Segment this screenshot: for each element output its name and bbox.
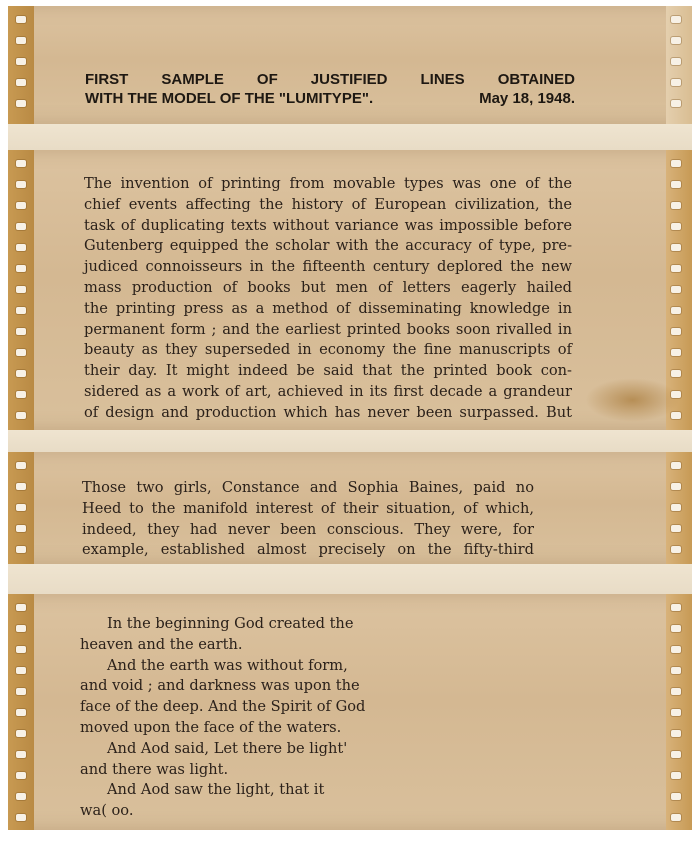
text-line: chief events affecting the history of European civilization, the [84,195,572,213]
sprocket-hole [16,58,26,65]
text-line: In the beginning God created the [107,615,354,632]
sprocket-hole [16,100,26,107]
sprocket-hole [671,244,681,251]
sprocket-hole [671,223,681,230]
sprocket-hole [16,202,26,209]
sprocket-hole [671,328,681,335]
title-word: OBTAINED [497,71,575,88]
title-word: JUSTIFIED [310,71,388,88]
title-line-1 [85,70,575,89]
sprocket-hole [16,462,26,469]
sprocket-hole [16,37,26,44]
sprocket-hole [16,625,26,632]
sprocket-hole [16,328,26,335]
sprocket-hole [671,667,681,674]
sprocket-hole [671,37,681,44]
title-word: SAMPLE [161,71,224,88]
sprocket-hole [671,546,681,553]
sprocket-hole [671,265,681,272]
film-stain [585,378,680,422]
sprocket-hole [671,646,681,653]
sprocket-hole [671,100,681,107]
sprocket-hole [16,223,26,230]
sprocket-hole [671,772,681,779]
sprocket-hole [16,286,26,293]
sprocket-hole [671,483,681,490]
sprocket-hole [16,160,26,167]
sprocket-hole [671,604,681,611]
sprocket-hole [671,181,681,188]
paragraph-genesis [80,614,380,822]
paragraph-printing [84,174,572,424]
sprocket-hole [16,667,26,674]
film-gap-band [8,124,692,150]
text-line: of design and production which has never been surpassed. But [84,403,572,421]
sprocket-hole [16,751,26,758]
sprocket-hole [671,412,681,419]
sprocket-hole [671,814,681,821]
sprocket-hole [16,181,26,188]
text-line: moved upon the face of the waters. [80,718,342,736]
title-line-2 [85,89,575,108]
text-line: and void ; and darkness was upon the [80,677,360,695]
sprocket-hole [16,244,26,251]
sprocket-hole [671,525,681,532]
text-line: And Aod saw the light, that it [107,781,325,799]
text-line: And Aod said, Let there be light' [107,739,348,757]
text-line: the printing press as a method of disseminating knowledge in [84,299,572,317]
sprocket-hole [16,646,26,653]
film-gap-band [8,430,692,452]
sprocket-hole [671,370,681,377]
sprocket-hole [671,504,681,511]
text-line: judiced connoisseurs in the fifteenth century deplored the new [84,258,572,276]
sprocket-hole [671,730,681,737]
film-gap-band [8,564,692,594]
title-subtitle: WITH THE MODEL OF THE "LUMITYPE". [85,90,374,107]
sprocket-hole [16,483,26,490]
sprocket-hole [671,751,681,758]
sprocket-hole [671,462,681,469]
paragraph-baines [82,478,534,561]
text-line: mass production of books but men of letters eagerly hailed [84,278,572,296]
sprocket-hole [16,307,26,314]
text-line: Gutenberg equipped the scholar with the accuracy of type, pre- [84,237,572,255]
text-line: face of the deep. And the Spirit of God [80,698,366,716]
text-line: heaven and the earth. [80,635,243,653]
sprocket-hole [16,265,26,272]
text-line: beauty as they superseded in economy the fine manuscripts of [84,341,572,359]
sprocket-hole [16,814,26,821]
sprocket-hole [16,709,26,716]
title-word: FIRST [85,71,129,88]
sprocket-hole [671,16,681,23]
text-line: wa( oo. [80,802,134,820]
sprocket-hole [671,160,681,167]
title-date: May 18, 1948. [479,90,575,107]
sprocket-hole [16,412,26,419]
text-line: sidered as a work of art, achieved in its first decade a grandeur [84,382,572,400]
text-line: indeed, they had never been conscious. They were, for [82,520,534,538]
text-line: task of duplicating texts without variance was impossible before [84,216,572,234]
sprocket-hole [16,793,26,800]
sprocket-hole [16,79,26,86]
sprocket-hole [671,625,681,632]
sprocket-hole [16,546,26,553]
sprocket-hole [671,688,681,695]
sprocket-hole [16,391,26,398]
page-title [85,70,575,108]
text-line: and there was light. [80,760,229,778]
text-line: And the earth was without form, [107,656,348,674]
sprocket-hole [671,793,681,800]
sprocket-hole [671,307,681,314]
sprocket-hole [16,370,26,377]
text-line: The invention of printing from movable types was one of the [84,175,572,192]
sprocket-hole [16,504,26,511]
sprocket-hole [671,202,681,209]
text-line: permanent form ; and the earliest printed books soon rivalled in [84,320,572,338]
text-line: Heed to the manifold interest of their situation, of which, [82,499,534,517]
sprocket-hole [671,286,681,293]
sprocket-hole [16,730,26,737]
title-word: LINES [420,71,465,88]
sprocket-hole [16,604,26,611]
text-line: example, established almost precisely on the fifty-third [82,541,534,559]
sprocket-hole [16,688,26,695]
text-line: Those two girls, Constance and Sophia Baines, paid no [82,479,534,496]
sprocket-hole [16,16,26,23]
sprocket-hole [671,709,681,716]
title-word: OF [256,71,278,88]
sprocket-hole [16,349,26,356]
sprocket-hole [16,772,26,779]
sprocket-hole [671,349,681,356]
sprocket-hole [16,525,26,532]
sprocket-hole [671,391,681,398]
sprocket-hole [671,58,681,65]
sprocket-hole [671,79,681,86]
text-line: their day. It might indeed be said that the printed book con- [84,362,572,380]
